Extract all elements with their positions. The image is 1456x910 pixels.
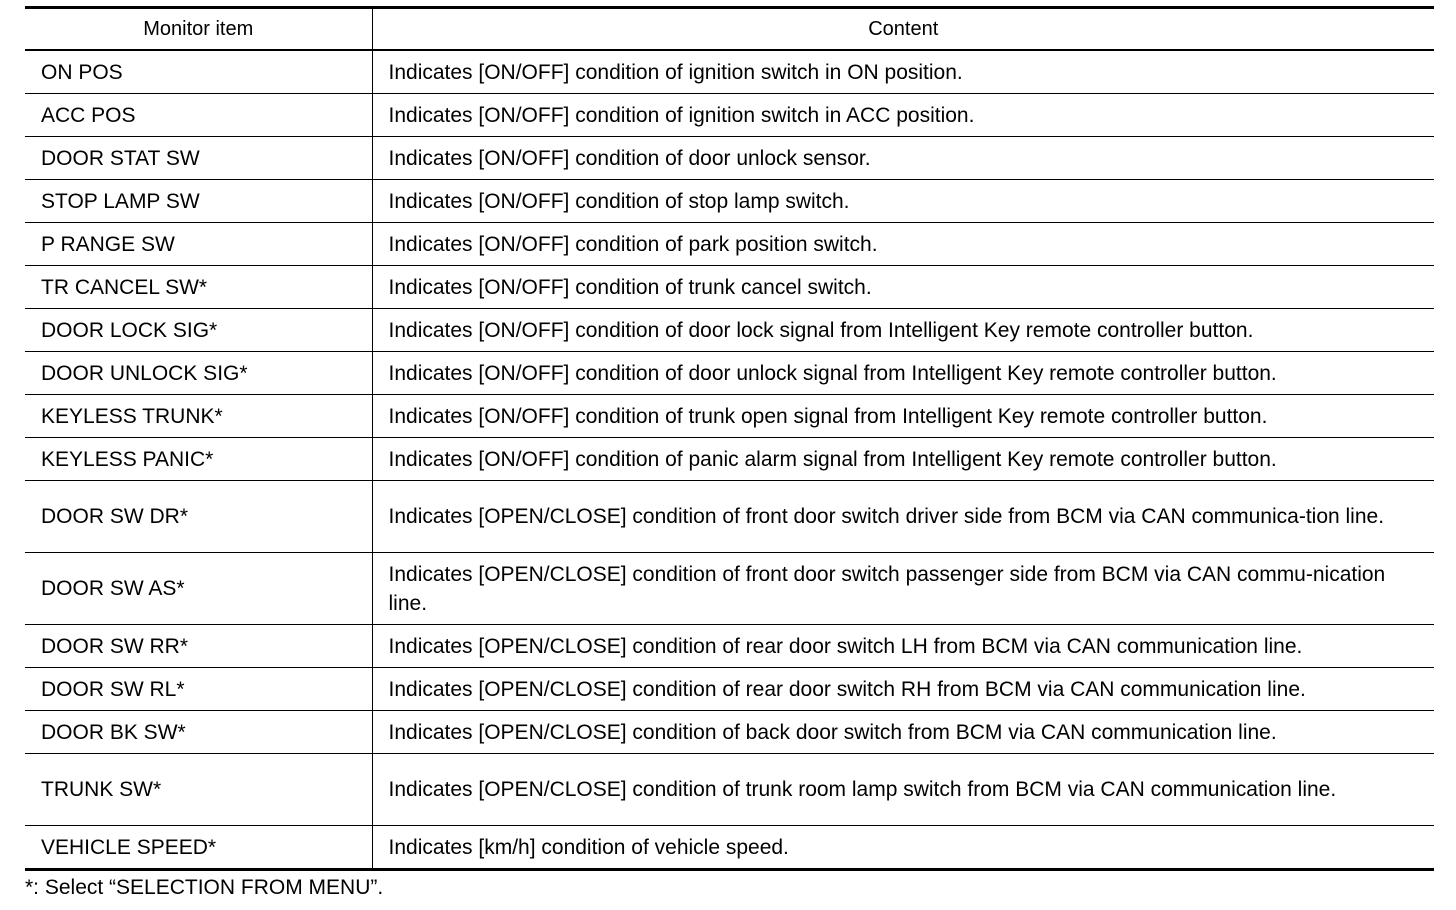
table-row bbox=[25, 438, 1434, 481]
monitor-item-cell: TR CANCEL SW* bbox=[25, 266, 372, 309]
table-row bbox=[25, 826, 1434, 870]
content-cell: Indicates [ON/OFF] condition of ignition switch in ACC position. bbox=[372, 94, 1434, 137]
table-row bbox=[25, 711, 1434, 754]
content-cell: Indicates [km/h] condition of vehicle speed. bbox=[372, 826, 1434, 870]
content-cell: Indicates [OPEN/CLOSE] condition of trunk room lamp switch from BCM via CAN communication line. bbox=[372, 754, 1434, 826]
table-row bbox=[25, 352, 1434, 395]
table-row bbox=[25, 137, 1434, 180]
monitor-item-cell: KEYLESS TRUNK* bbox=[25, 395, 372, 438]
content-cell: Indicates [ON/OFF] condition of ignition switch in ON position. bbox=[388, 60, 963, 84]
monitor-item-cell: STOP LAMP SW bbox=[25, 180, 372, 223]
content-cell: Indicates [OPEN/CLOSE] condition of back door switch from BCM via CAN communication line. bbox=[372, 711, 1434, 754]
monitor-item-cell: DOOR STAT SW bbox=[25, 137, 372, 180]
table-header-row bbox=[25, 8, 1434, 51]
table-row bbox=[25, 481, 1434, 553]
monitor-item-cell: DOOR BK SW* bbox=[25, 711, 372, 754]
table-row bbox=[25, 180, 1434, 223]
monitor-item-cell: DOOR SW DR* bbox=[25, 481, 372, 553]
monitor-item-table bbox=[25, 6, 1434, 871]
monitor-item-cell: ON POS bbox=[25, 50, 372, 94]
monitor-item-cell: DOOR LOCK SIG* bbox=[25, 309, 372, 352]
footnote: *: Select “SELECTION FROM MENU”. bbox=[25, 876, 384, 899]
monitor-item-cell: VEHICLE SPEED* bbox=[25, 826, 372, 870]
content-cell: Indicates [OPEN/CLOSE] condition of front door switch driver side from BCM via CAN communica-tion line. bbox=[372, 481, 1434, 553]
table-row bbox=[25, 266, 1434, 309]
table-row bbox=[25, 625, 1434, 668]
monitor-item-cell: P RANGE SW bbox=[25, 223, 372, 266]
content-cell: Indicates [ON/OFF] condition of park position switch. bbox=[372, 223, 1434, 266]
table-row bbox=[25, 395, 1434, 438]
table-row bbox=[25, 553, 1434, 625]
content-cell: Indicates [ON/OFF] condition of door unlock signal from Intelligent Key remote controller button. bbox=[372, 352, 1434, 395]
monitor-item-cell: ACC POS bbox=[25, 94, 372, 137]
content-cell: Indicates [ON/OFF] condition of door lock signal from Intelligent Key remote controller button. bbox=[372, 309, 1434, 352]
table-row bbox=[25, 754, 1434, 826]
content-cell: Indicates [ON/OFF] condition of stop lamp switch. bbox=[372, 180, 1434, 223]
content-cell: Indicates [ON/OFF] condition of door unlock sensor. bbox=[372, 137, 1434, 180]
header-content: Content bbox=[372, 8, 1434, 51]
table-row bbox=[25, 50, 1434, 94]
content-cell: Indicates [OPEN/CLOSE] condition of front door switch passenger side from BCM via CAN commu-nication line. bbox=[372, 553, 1434, 625]
table-row bbox=[25, 223, 1434, 266]
content-cell: Indicates [ON/OFF] condition of trunk open signal from Intelligent Key remote controller button. bbox=[372, 395, 1434, 438]
monitor-item-cell: TRUNK SW* bbox=[25, 754, 372, 826]
monitor-item-cell: DOOR SW RL* bbox=[25, 668, 372, 711]
monitor-item-cell: DOOR SW AS* bbox=[25, 553, 372, 625]
table-row bbox=[25, 309, 1434, 352]
table-row bbox=[25, 668, 1434, 711]
content-cell: Indicates [ON/OFF] condition of trunk cancel switch. bbox=[372, 266, 1434, 309]
content-cell: Indicates [OPEN/CLOSE] condition of rear door switch RH from BCM via CAN communication line. bbox=[372, 668, 1434, 711]
content-cell: Indicates [ON/OFF] condition of panic alarm signal from Intelligent Key remote controller button. bbox=[372, 438, 1434, 481]
content-cell: Indicates [OPEN/CLOSE] condition of rear door switch LH from BCM via CAN communication line. bbox=[372, 625, 1434, 668]
table-row bbox=[25, 94, 1434, 137]
monitor-item-cell: DOOR UNLOCK SIG* bbox=[25, 352, 372, 395]
header-monitor-item: Monitor item bbox=[25, 8, 372, 51]
table-body bbox=[25, 50, 1434, 870]
monitor-item-cell: DOOR SW RR* bbox=[25, 625, 372, 668]
monitor-item-cell: KEYLESS PANIC* bbox=[25, 438, 372, 481]
